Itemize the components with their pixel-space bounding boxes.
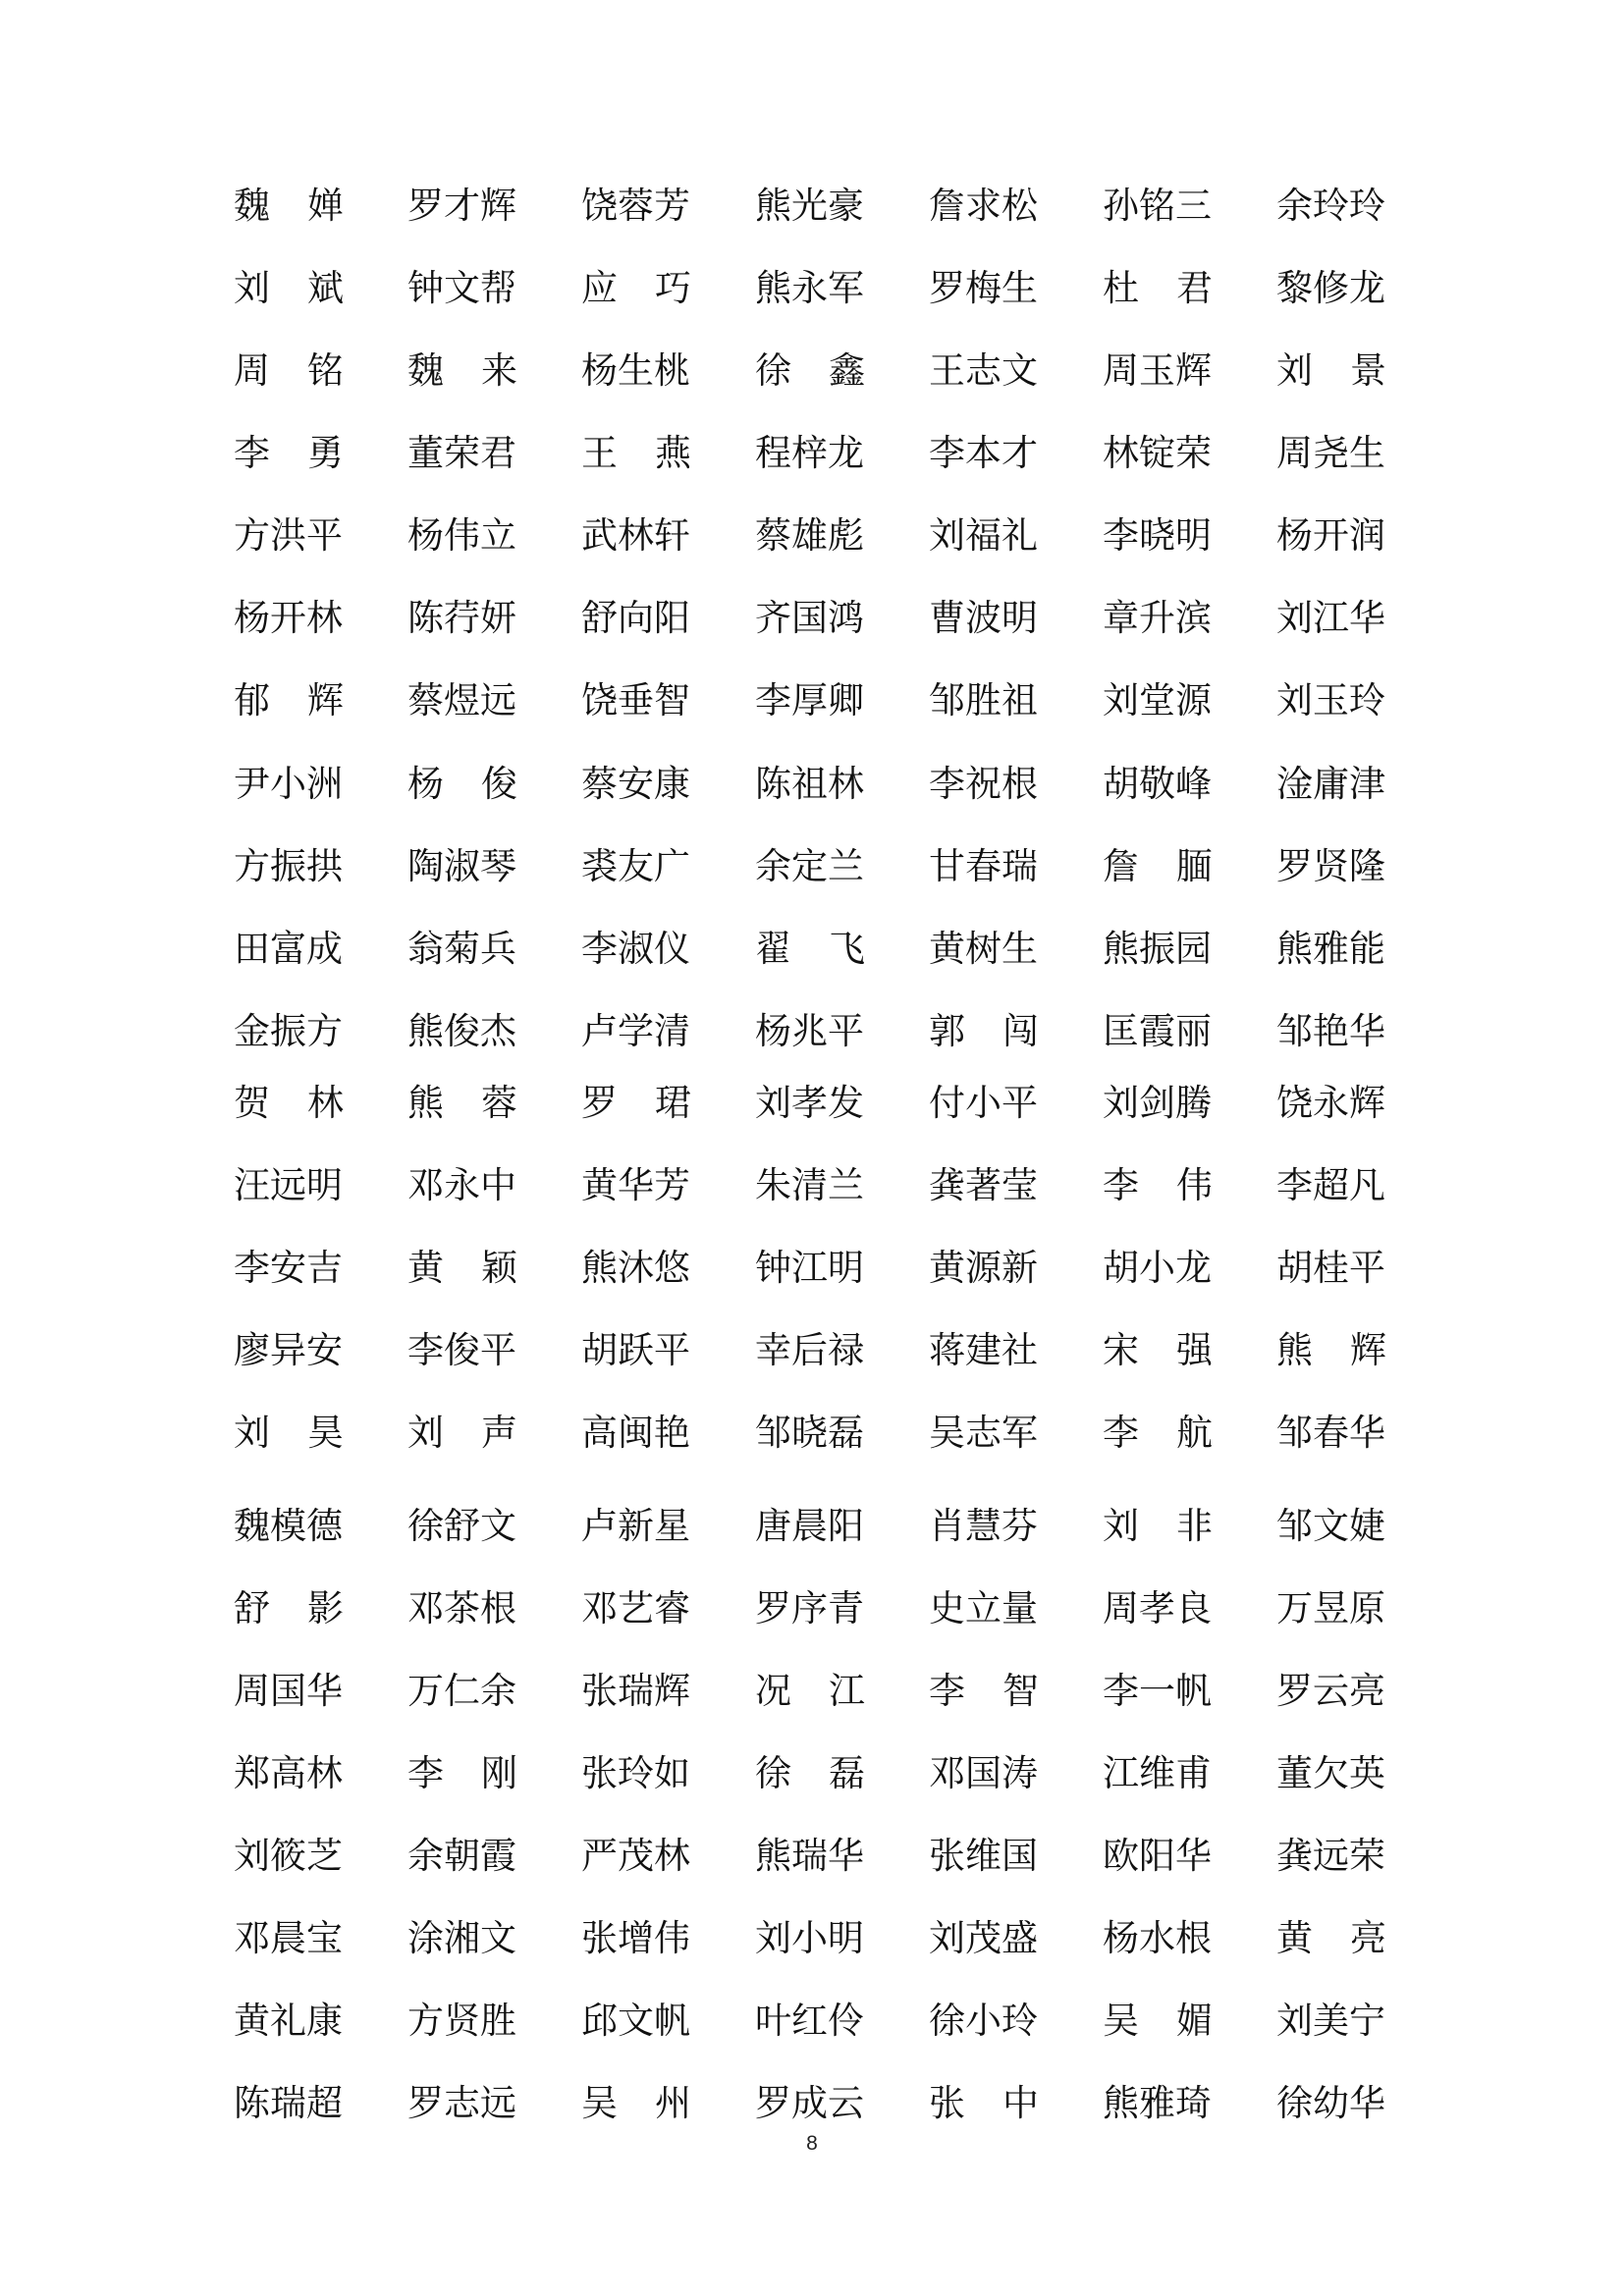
name-entry: 刘剑腾 [1103,1082,1212,1124]
name-entry: 刘昊 [234,1412,381,1454]
name-entry: 龚著莹 [929,1164,1038,1206]
name-entry: 刘非 [1103,1505,1250,1547]
name-entry: 刘声 [407,1412,555,1454]
name-entry: 徐舒文 [407,1505,516,1547]
name-row [234,177,1392,236]
name-entry: 熊振园 [1103,928,1212,970]
name-entry: 杨伟立 [407,514,516,557]
name-row [234,755,1392,814]
name-entry: 叶红伶 [755,2000,864,2042]
name-entry: 肖慧芬 [929,1505,1038,1547]
name-entry: 罗梅生 [929,267,1038,309]
name-entry: 徐幼华 [1276,2082,1385,2124]
name-entry: 章升滨 [1103,597,1212,639]
name-entry: 杨开林 [234,597,343,639]
name-entry: 张维国 [929,1835,1038,1877]
name-entry: 饶蓉芳 [581,185,690,227]
name-entry: 詹求松 [929,185,1038,227]
name-entry: 魏来 [407,349,555,392]
name-entry: 罗志远 [407,2082,516,2124]
name-entry: 徐小玲 [929,2000,1038,2042]
name-entry: 方振拱 [234,845,343,887]
page-number: 8 [806,2132,818,2155]
name-row [234,1239,1392,1298]
name-row [234,1827,1392,1886]
name-row [234,2074,1392,2133]
name-entry: 武林轩 [581,514,690,557]
name-entry: 邹春华 [1276,1412,1385,1454]
name-entry: 邹文婕 [1276,1505,1385,1547]
name-entry: 邹艳华 [1276,1010,1385,1052]
name-entry: 李本才 [929,432,1038,474]
name-entry: 李勇 [234,432,381,474]
name-row [234,1156,1392,1215]
name-entry: 熊光豪 [755,185,864,227]
name-entry: 尹小洲 [234,763,343,805]
name-entry: 周孝良 [1103,1587,1212,1629]
name-entry: 余朝霞 [407,1835,516,1877]
name-entry: 熊雅能 [1276,928,1385,970]
name-entry: 罗成云 [755,2082,864,2124]
name-row [234,1497,1392,1556]
name-row [234,1909,1424,1968]
name-entry: 胡桂平 [1276,1247,1385,1289]
name-entry: 裘友广 [581,845,690,887]
name-entry: 匡霞丽 [1103,1010,1212,1052]
name-entry: 饶永辉 [1276,1082,1385,1124]
name-entry: 卢学清 [581,1010,690,1052]
name-row [234,1002,1392,1061]
name-row [234,1662,1392,1721]
name-row [234,1404,1392,1463]
name-entry: 熊瑞华 [755,1835,864,1877]
name-entry: 杨俊 [407,763,555,805]
name-entry: 刘筱芝 [234,1835,343,1877]
name-entry: 陈瑞超 [234,2082,343,2124]
name-row [234,259,1392,318]
name-entry: 熊辉 [1276,1329,1424,1371]
name-entry: 黄亮 [1276,1917,1424,1959]
name-entry: 邓茶根 [407,1587,516,1629]
name-entry: 李祝根 [929,763,1038,805]
name-entry: 孙铭三 [1103,185,1212,227]
name-entry: 舒影 [234,1587,381,1629]
name-entry: 罗云亮 [1276,1670,1385,1712]
name-entry: 熊蓉 [407,1082,555,1124]
name-entry: 钟文帮 [407,267,516,309]
name-entry: 宋强 [1103,1329,1250,1371]
name-entry: 陈荇妍 [407,597,516,639]
name-entry: 吴州 [581,2082,729,2124]
name-entry: 李淑仪 [581,928,690,970]
name-entry: 郭闯 [929,1010,1076,1052]
name-entry: 李厚卿 [755,679,864,721]
name-entry: 江维甫 [1103,1752,1212,1794]
name-entry: 田富成 [234,928,343,970]
name-entry: 刘美宁 [1276,2000,1385,2042]
name-row [234,1321,1424,1380]
name-entry: 罗才辉 [407,185,516,227]
name-entry: 况江 [755,1670,902,1712]
name-entry: 张增伟 [581,1917,690,1959]
name-entry: 刘福礼 [929,514,1038,557]
name-entry: 熊俊杰 [407,1010,516,1052]
name-entry: 黄颖 [407,1247,555,1289]
name-entry: 翟飞 [755,928,902,970]
name-entry: 李安吉 [234,1247,343,1289]
name-entry: 董荣君 [407,432,516,474]
name-row [234,671,1392,730]
name-entry: 饶垂智 [581,679,690,721]
name-entry: 方洪平 [234,514,343,557]
name-entry: 严茂林 [581,1835,690,1877]
name-entry: 董欠英 [1276,1752,1385,1794]
name-entry: 刘堂源 [1103,679,1212,721]
name-entry: 甘春瑞 [929,845,1038,887]
name-entry: 李晓明 [1103,514,1212,557]
name-row [234,424,1392,483]
name-row [234,1074,1392,1133]
name-entry: 刘玉玲 [1276,679,1385,721]
name-entry: 高闽艳 [581,1412,690,1454]
name-entry: 万昱原 [1276,1587,1385,1629]
name-entry: 邹胜祖 [929,679,1038,721]
name-entry: 杨兆平 [755,1010,864,1052]
name-entry: 汪远明 [234,1164,343,1206]
name-entry: 罗贤隆 [1276,845,1385,887]
name-entry: 朱清兰 [755,1164,864,1206]
name-row [234,589,1392,648]
name-entry: 熊沐悠 [581,1247,690,1289]
name-entry: 李航 [1103,1412,1250,1454]
name-entry: 周铭 [234,349,381,392]
name-entry: 方贤胜 [407,2000,516,2042]
name-entry: 李超凡 [1276,1164,1385,1206]
name-entry: 刘江华 [1276,597,1385,639]
name-entry: 邓永中 [407,1164,516,1206]
name-entry: 万仁余 [407,1670,516,1712]
name-entry: 幸后禄 [755,1329,864,1371]
name-entry: 翁菊兵 [407,928,516,970]
name-entry: 杨生桃 [581,349,690,392]
name-row [234,837,1392,896]
name-entry: 罗珺 [581,1082,729,1124]
name-entry: 林锭荣 [1103,432,1212,474]
name-entry: 刘茂盛 [929,1917,1038,1959]
name-entry: 周国华 [234,1670,343,1712]
name-entry: 余定兰 [755,845,864,887]
name-entry: 陈祖林 [755,763,864,805]
name-entry: 付小平 [929,1082,1038,1124]
name-entry: 李智 [929,1670,1076,1712]
name-entry: 史立量 [929,1587,1038,1629]
name-entry: 熊雅琦 [1103,2082,1212,2124]
name-entry: 唐晨阳 [755,1505,864,1547]
name-row [234,1992,1392,2051]
name-entry: 徐磊 [755,1752,902,1794]
name-entry: 杨水根 [1103,1917,1212,1959]
name-entry: 胡小龙 [1103,1247,1212,1289]
name-entry: 齐国鸿 [755,597,864,639]
name-entry: 邓国涛 [929,1752,1038,1794]
name-entry: 郁辉 [234,679,381,721]
name-entry: 胡敬峰 [1103,763,1212,805]
name-entry: 李一帆 [1103,1670,1212,1712]
name-entry: 余玲玲 [1276,185,1385,227]
name-entry: 邓艺睿 [581,1587,690,1629]
name-row [234,920,1392,979]
name-entry: 刘孝发 [755,1082,864,1124]
name-entry: 龚远荣 [1276,1835,1385,1877]
name-entry: 黄礼康 [234,2000,343,2042]
name-entry: 李伟 [1103,1164,1250,1206]
name-entry: 吴志军 [929,1412,1038,1454]
name-entry: 魏模德 [234,1505,343,1547]
name-entry: 刘景 [1276,349,1424,392]
name-entry: 邹晓磊 [755,1412,864,1454]
name-entry: 李刚 [407,1752,555,1794]
name-entry: 徐鑫 [755,349,902,392]
name-entry: 应巧 [581,267,729,309]
name-entry: 张玲如 [581,1752,690,1794]
name-entry: 涂湘文 [407,1917,516,1959]
name-entry: 淦庸津 [1276,763,1385,805]
name-entry: 刘小明 [755,1917,864,1959]
name-entry: 郑高林 [234,1752,343,1794]
name-entry: 邱文帆 [581,2000,690,2042]
name-entry: 金振方 [234,1010,343,1052]
name-entry: 王志文 [929,349,1038,392]
name-entry: 程梓龙 [755,432,864,474]
name-entry: 李俊平 [407,1329,516,1371]
name-entry: 张中 [929,2082,1076,2124]
name-entry: 周玉辉 [1103,349,1212,392]
name-entry: 黄树生 [929,928,1038,970]
name-row [234,507,1392,565]
name-entry: 胡跃平 [581,1329,690,1371]
name-entry: 詹腼 [1103,845,1250,887]
name-entry: 刘斌 [234,267,381,309]
name-entry: 杨开润 [1276,514,1385,557]
name-entry: 黄华芳 [581,1164,690,1206]
name-entry: 魏婵 [234,185,381,227]
name-entry: 贺林 [234,1082,381,1124]
name-entry: 黎修龙 [1276,267,1385,309]
name-entry: 蒋建社 [929,1329,1038,1371]
name-entry: 邓晨宝 [234,1917,343,1959]
name-entry: 张瑞辉 [581,1670,690,1712]
name-entry: 熊永军 [755,267,864,309]
name-row [234,1579,1392,1638]
name-entry: 周尧生 [1276,432,1385,474]
name-entry: 吴媚 [1103,2000,1250,2042]
name-entry: 舒向阳 [581,597,690,639]
name-entry: 卢新星 [581,1505,690,1547]
name-entry: 廖异安 [234,1329,343,1371]
name-entry: 蔡雄彪 [755,514,864,557]
name-entry: 蔡煜远 [407,679,516,721]
name-entry: 王燕 [581,432,729,474]
name-entry: 钟江明 [755,1247,864,1289]
name-row [234,342,1424,400]
name-entry: 黄源新 [929,1247,1038,1289]
name-entry: 曹波明 [929,597,1038,639]
name-entry: 罗序青 [755,1587,864,1629]
name-entry: 蔡安康 [581,763,690,805]
name-row [234,1744,1392,1803]
name-entry: 杜君 [1103,267,1250,309]
name-entry: 欧阳华 [1103,1835,1212,1877]
name-entry: 陶淑琴 [407,845,516,887]
